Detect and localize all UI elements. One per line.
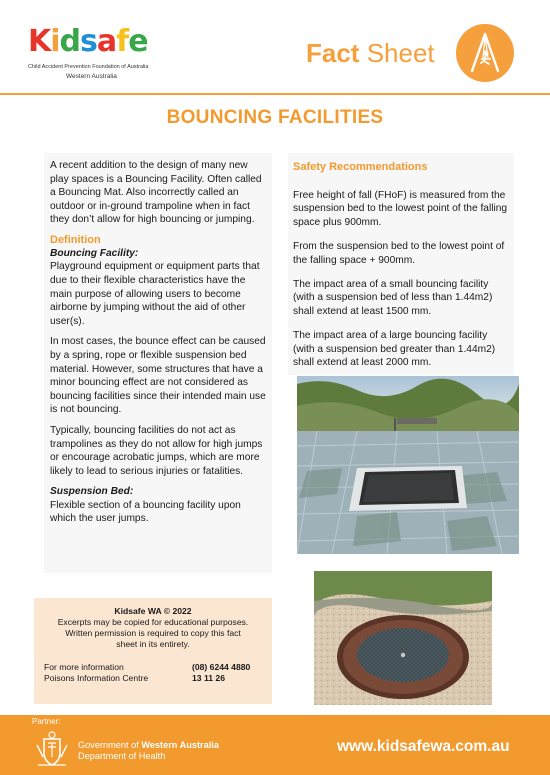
bounce-effect-paragraph: In most cases, the bounce effect can be caused by a spring, rope or flexible suspension bed material. However, some structures that have a minor bouncing effect are not considered as bouncing facilities since their intended main use is not bouncing. — [50, 336, 266, 416]
logo-tagline: Child Accident Prevention Foundation of Australia — [28, 64, 149, 70]
gov-prefix: Government of — [78, 740, 142, 750]
swing-icon — [456, 24, 514, 82]
wa-government-crest-icon — [34, 729, 70, 769]
logo-wordmark: Kidsafe — [28, 24, 148, 59]
header — [0, 0, 550, 100]
intro-paragraph: A recent addition to the design of many new play spaces is a Bouncing Facility. Often called a Bouncing Mat. Also incorrectly called an outdoor or in-ground trampoline when in fact they don’t allow for high bouncing or jumping. — [50, 160, 262, 226]
page-title: BOUNCING FACILITIES — [166, 107, 384, 128]
safety-paragraph: The impact area of a small bouncing facility (with a suspension bed of less than 1.44m2) shall extend at least 1500 mm. — [293, 279, 493, 317]
copyright-line-1: Excerpts may be copied for educational purposes. — [57, 617, 249, 627]
safety-heading: Safety Recommendations — [293, 161, 428, 173]
definition-heading: Definition — [50, 233, 101, 246]
doc-type-bold: Fact — [306, 38, 360, 68]
term-bouncing-facility: Bouncing Facility: — [50, 247, 139, 259]
header-divider — [0, 93, 550, 95]
copyright-line-2: Written permission is required to copy this fact — [65, 628, 241, 638]
contact-phone[interactable]: 13 11 26 — [192, 673, 225, 683]
partner-label: Partner: — [32, 717, 61, 726]
round-bouncing-mat-photo — [314, 571, 492, 705]
government-name — [78, 740, 219, 750]
term-suspension-bed: Suspension Bed: — [50, 486, 134, 498]
contact-row — [44, 662, 262, 673]
contact-label: Poisons Information Centre — [44, 673, 149, 683]
square-bouncing-mat-photo — [297, 376, 519, 554]
department-name: Department of Health — [78, 751, 166, 761]
trampoline-paragraph: Typically, bouncing facilities do not act as trampolines as they do not allow for high jumps or encourage acrobatic jumps, which are more likely to lead to serious injuries or fatalities. — [50, 424, 263, 477]
document-type — [306, 38, 435, 69]
contact-phone[interactable]: (08) 6244 4880 — [192, 662, 251, 672]
contact-label: For more information — [44, 662, 124, 672]
footer — [0, 715, 550, 775]
doc-type-light: Sheet — [366, 38, 435, 68]
logo-region: Western Australia — [66, 73, 117, 80]
suspension-bed-definition: Flexible section of a bouncing facility upon which the user jumps. — [50, 499, 241, 525]
copyright-line-3: sheet in its entirety. — [116, 639, 190, 649]
kidsafe-logo[interactable] — [28, 18, 163, 88]
gov-state: Western Australia — [141, 740, 219, 750]
bouncing-facility-definition: Playground equipment or equipment parts that due to their flexible characteristics have the main purpose of allowing users to become airborne by jumping without the aid of other user(s). — [50, 261, 260, 327]
copyright-box — [34, 598, 272, 704]
copyright-title: Kidsafe WA © 2022 — [114, 606, 192, 616]
definition-column — [44, 153, 272, 573]
safety-paragraph: Free height of fall (FHoF) is measured from the suspension bed to the lowest point of the falling space plus 900mm. — [293, 190, 508, 228]
safety-paragraph: The impact area of a large bouncing facility (with a suspension bed greater than 1.44m2) shall extend at least 2000 mm. — [293, 330, 496, 369]
safety-column — [288, 153, 514, 375]
website-link[interactable]: www.kidsafewa.com.au — [337, 738, 510, 755]
contact-row — [44, 673, 262, 684]
safety-paragraph: From the suspension bed to the lowest point of the falling space + 900mm. — [293, 241, 505, 266]
